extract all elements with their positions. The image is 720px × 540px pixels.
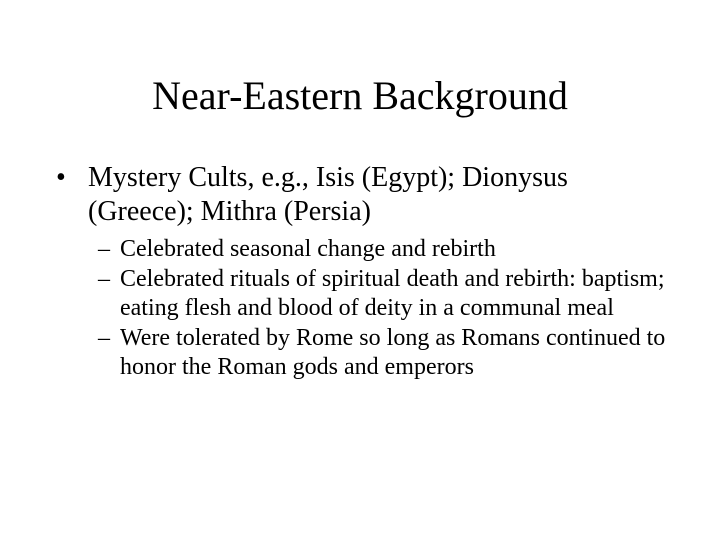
bullet-text: Mystery Cults, e.g., Isis (Egypt); Dionysus (Greece); Mithra (Persia): [88, 162, 568, 227]
slide-title: Near-Eastern Background: [152, 73, 568, 118]
sub-bullet-text: Celebrated rituals of spiritual death and rebirth: baptism; eating flesh and blood of deity in a communal meal: [120, 265, 665, 321]
sub-bullet-list: [98, 235, 668, 383]
sub-bullet-marker: –: [98, 324, 110, 351]
sub-bullet-item: [98, 265, 668, 324]
sub-bullet-item: [98, 324, 668, 383]
bullet-marker: •: [56, 162, 66, 193]
sub-bullet-text: Celebrated seasonal change and rebirth: [120, 236, 496, 262]
sub-bullet-text: Were tolerated by Rome so long as Romans continued to honor the Roman gods and emperors: [120, 324, 666, 380]
sub-bullet-item: [98, 235, 668, 265]
sub-bullet-marker: –: [98, 236, 110, 262]
bullet-item: [56, 161, 676, 229]
sub-bullet-marker: –: [98, 265, 110, 292]
